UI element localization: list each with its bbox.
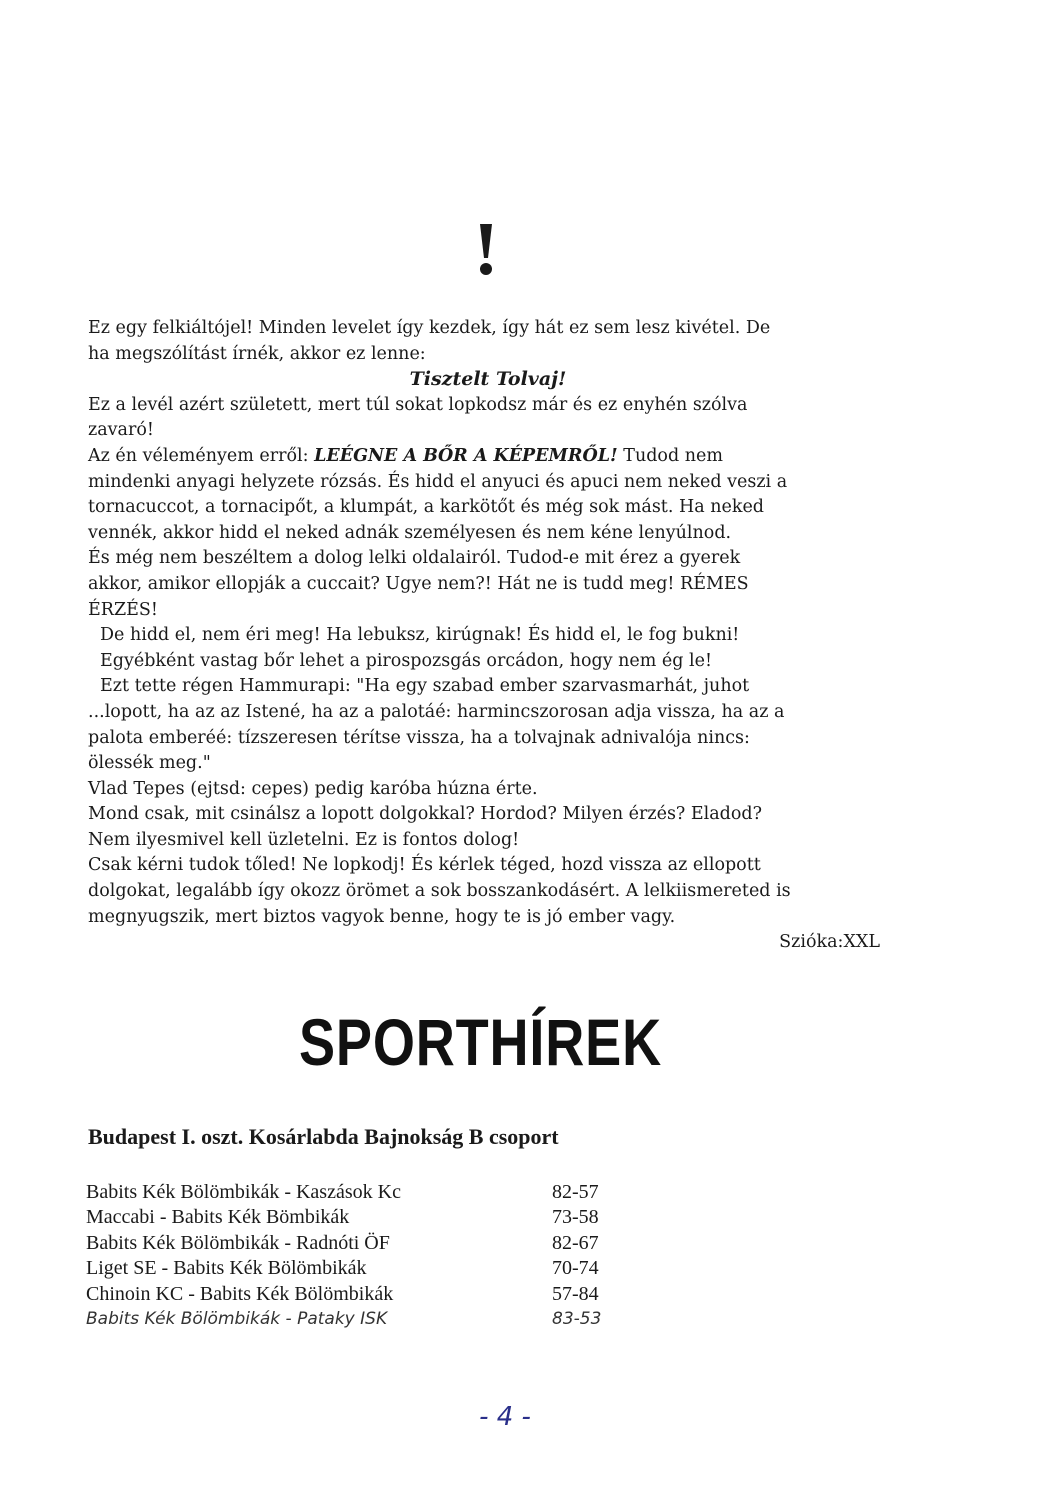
match-score: 82-67: [552, 1231, 599, 1254]
match-name: Liget SE - Babits Kék Bölömbikák: [86, 1257, 367, 1280]
letter-line: Csak kérni tudok tőled! Ne lopkodj! És kérlek téged, hozd vissza az ellopott: [88, 855, 761, 876]
match-name: Babits Kék Bölömbikák - Radnóti ÖF: [86, 1231, 390, 1254]
letter-line: vennék, akkor hidd el neked adnák személyesen és nem kéne lenyúlnod.: [88, 522, 732, 543]
match-name: Babits Kék Bölömbikák - Kaszások Kc: [86, 1181, 401, 1203]
letter-line: [88, 444, 888, 470]
result-row-handwritten: [86, 1307, 646, 1332]
result-row: [86, 1256, 646, 1281]
letter-line: ÉRZÉS!: [88, 599, 158, 620]
match-score: 57-84: [552, 1282, 599, 1305]
league-title: Budapest I. oszt. Kosárlabda Bajnokság B csoport: [88, 1124, 559, 1149]
letter-line: akkor, amikor ellopják a cuccait? Ugye nem?! Hát ne is tudd meg! RÉMES: [88, 573, 749, 594]
results-list: [86, 1180, 646, 1332]
letter-line: Mond csak, mit csinálsz a lopott dolgokkal? Hordod? Milyen érzés? Eladod?: [88, 804, 763, 825]
salutation: Tisztelt Tolvaj!: [409, 368, 567, 391]
result-row: [86, 1282, 646, 1307]
letter-line: Vlad Tepes (ejtsd: cepes) pedig karóba húzna érte.: [88, 778, 538, 799]
letter-body: [88, 316, 888, 956]
result-row: [86, 1205, 646, 1230]
match-name: Babits Kék Bölömbikák - Pataky ISK: [86, 1308, 388, 1329]
letter-line: ...lopott, ha az az Istené, ha az a palotáé: harmincszorosan adja vissza, ha az a: [88, 701, 785, 722]
letter-line: Ezt tette régen Hammurapi: "Ha egy szabad ember szarvasmarhát, juhot: [100, 676, 750, 697]
letter-line: Ez a levél azért született, mert túl sokat lopkodsz már és ez enyhén szólva: [88, 394, 748, 415]
letter-line: megnyugszik, mert biztos vagyok benne, hogy te is jó ember vagy.: [88, 906, 676, 927]
letter-line: dolgokat, legalább így okozz örömet a sok bosszankodásért. A lelkiismereted is: [88, 881, 791, 902]
result-row: [86, 1231, 646, 1256]
letter-line: ölessék meg.": [88, 753, 211, 774]
letter-line: ha megszólítást írnék, akkor ez lenne:: [88, 343, 426, 364]
opinion-intro: Az én véleményem erről:: [88, 445, 309, 466]
exclamation-mark-icon: [475, 222, 497, 278]
letter-line: Ez egy felkiáltójel! Minden levelet így kezdek, így hát ez sem lesz kivétel. De: [88, 318, 771, 338]
result-row: [86, 1180, 646, 1205]
letter-line: mindenki anyagi helyzete rózsás. És hidd el anyuci és apuci nem neked veszi a: [88, 471, 788, 492]
letter-line: És még nem beszéltem a dolog lelki oldalairól. Tudod-e mit érez a gyerek: [88, 548, 741, 569]
letter-line: De hidd el, nem éri meg! Ha lebuksz, kirúgnak! És hidd el, le fog bukni!: [100, 625, 740, 646]
match-score: 83-53: [552, 1308, 602, 1329]
signature: Szióka:XXL: [779, 932, 880, 953]
match-name: Maccabi - Babits Kék Bömbikák: [86, 1206, 350, 1229]
letter-line: zavaró!: [88, 420, 154, 441]
letter-line: tornacuccot, a tornacipőt, a klumpát, a karkötőt és még sok mást. Ha neked: [88, 497, 765, 518]
opinion-emphasis: LEÉGNE A BŐR A KÉPEMRŐL!: [314, 445, 618, 466]
letter-line: palota emberéé: tízszeresen térítse vissza, ha a tolvajnak adnivalója nincs:: [88, 727, 750, 748]
sports-heading: SPORTHÍREK: [298, 1005, 663, 1079]
match-score: 73-58: [552, 1206, 599, 1229]
letter-line: Nem ilyesmivel kell üzletelni. Ez is fontos dolog!: [88, 829, 520, 850]
match-score: 70-74: [552, 1257, 599, 1280]
match-score: 82-57: [552, 1181, 599, 1203]
page-number: - 4 -: [479, 1402, 531, 1432]
match-name: Chinoin KC - Babits Kék Bölömbikák: [86, 1282, 394, 1305]
opinion-tail: Tudod nem: [623, 445, 723, 466]
letter-line: Egyébként vastag bőr lehet a pirospozsgás orcádon, hogy nem ég le!: [100, 650, 713, 671]
